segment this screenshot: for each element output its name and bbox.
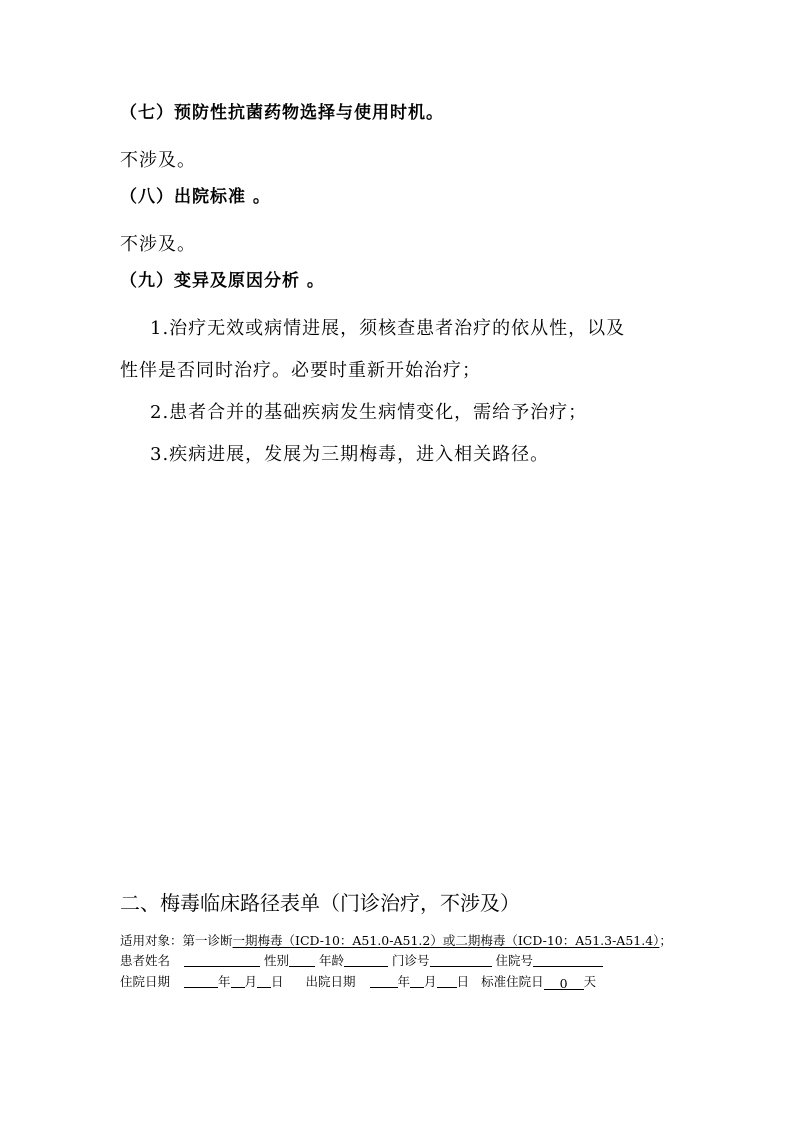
form-title: 二、梅毒临床路径表单（门诊治疗，不涉及） bbox=[120, 891, 520, 915]
admit-month-unit: 月 bbox=[244, 974, 258, 989]
section-9-heading: （九）变异及原因分析 。 bbox=[120, 271, 325, 291]
dates-row bbox=[120, 972, 596, 990]
std-stay-label: 标准住院日 bbox=[481, 974, 544, 989]
applicable-row bbox=[120, 931, 672, 949]
patient-info-row bbox=[120, 951, 603, 969]
discharge-month-field[interactable] bbox=[410, 974, 424, 988]
admit-day-unit: 日 bbox=[271, 974, 284, 989]
section-9-item-2: 2.患者合并的基础疾病发生病情变化，需给予治疗； bbox=[150, 402, 588, 423]
discharge-date-label: 出院日期 bbox=[305, 974, 356, 989]
section-9-item-1-line-2: 性伴是否同时治疗。必要时重新开始治疗； bbox=[120, 360, 481, 381]
admit-year-unit: 年 bbox=[218, 974, 231, 989]
discharge-day-field[interactable] bbox=[437, 974, 457, 988]
admit-month-field[interactable] bbox=[231, 974, 245, 988]
discharge-year-unit: 年 bbox=[397, 974, 411, 989]
discharge-year-field[interactable] bbox=[370, 974, 398, 988]
std-stay-unit: 天 bbox=[583, 974, 597, 989]
section-9-item-1-line-1: 1.治疗无效或病情进展，须核查患者治疗的依从性，以及 bbox=[150, 318, 626, 339]
gender-label: 性别 bbox=[263, 953, 289, 968]
age-label: 年龄 bbox=[318, 953, 344, 968]
admit-year-field[interactable] bbox=[184, 974, 218, 988]
inpatient-no-label: 住院号 bbox=[495, 953, 533, 968]
inpatient-no-field[interactable] bbox=[533, 953, 603, 967]
patient-name-label: 患者姓名 bbox=[120, 953, 171, 968]
section-8-heading: （八）出院标准 。 bbox=[120, 187, 271, 207]
applicable-prefix: 适用对象：第一诊断 bbox=[120, 933, 233, 948]
section-8-text: 不涉及。 bbox=[120, 234, 196, 255]
admit-day-field[interactable] bbox=[257, 974, 271, 988]
discharge-month-unit: 月 bbox=[424, 974, 437, 989]
discharge-day-unit: 日 bbox=[456, 974, 470, 989]
gender-field[interactable] bbox=[289, 953, 315, 967]
patient-name-field[interactable] bbox=[184, 953, 260, 967]
clinic-no-label: 门诊号 bbox=[391, 953, 430, 968]
admit-date-label: 住院日期 bbox=[120, 974, 171, 989]
age-field[interactable] bbox=[344, 953, 388, 967]
applicable-diagnosis: 一期梅毒（ICD-10：A51.0-A51.2）或二期梅毒（ICD-10：A51.3-A51.4） bbox=[232, 933, 660, 948]
section-7-heading: （七）预防性抗菌药物选择与使用时机。 bbox=[120, 103, 444, 123]
section-9-item-3: 3.疾病进展，发展为三期梅毒，进入相关路径。 bbox=[150, 444, 550, 465]
section-7-text: 不涉及。 bbox=[120, 150, 196, 171]
applicable-suffix: ； bbox=[659, 933, 672, 948]
std-stay-value: 0 bbox=[544, 976, 584, 990]
clinic-no-field[interactable] bbox=[430, 953, 492, 967]
